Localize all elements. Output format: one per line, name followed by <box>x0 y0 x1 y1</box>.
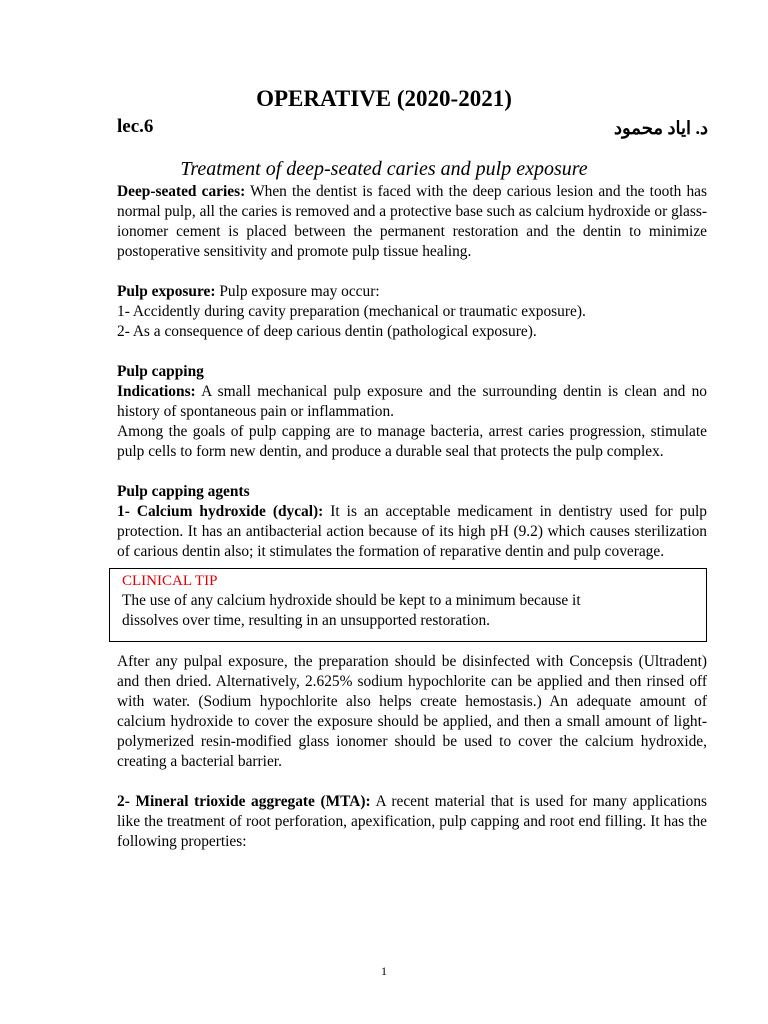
indications-paragraph <box>117 382 707 422</box>
document-body <box>117 182 707 852</box>
clinical-tip-line: The use of any calcium hydroxide should be kept to a minimum because it <box>122 592 581 609</box>
after-exposure-paragraph: After any pulpal exposure, the preparation should be disinfected with Concepsis (Ultradent) and then dried. Alternatively, 2.625% sodium hypochlorite can be applied and then rinsed off with water. (Sodium hypochlorite also helps create hemostasis.) An adequate amount of calcium hydroxide to cover the exposure should be applied, and then a small amount of light-polymerized resin-modified glass ionomer should be used to cover the calcium hydroxide, creating a bacterial barrier. <box>117 653 707 770</box>
deep-caries-text: When the dentist is faced with the deep carious lesion and the tooth has normal pulp, all the caries is removed and a protective base such as calcium hydroxide or glass-ionomer cement is placed between the permanent restoration and the dentin to minimize postoperative sensitivity and promote pulp tissue healing. <box>117 183 707 260</box>
author-name: د. اياد محمود <box>613 118 708 138</box>
indications-text: A small mechanical pulp exposure and the surrounding dentin is clean and no history of spontaneous pain or inflammation. <box>117 383 707 420</box>
clinical-tip-box <box>109 568 707 642</box>
goals-paragraph: Among the goals of pulp capping are to manage bacteria, arrest caries progression, stimulate pulp cells to form new dentin, and produce a durable seal that protects the pulp complex. <box>117 423 707 460</box>
agents-heading: Pulp capping agents <box>117 483 250 500</box>
clinical-tip-line: dissolves over time, resulting in an unsupported restoration. <box>122 612 491 629</box>
calcium-hydroxide-label: 1- Calcium hydroxide (dycal): <box>117 503 324 520</box>
clinical-tip-title: CLINICAL TIP <box>122 573 218 589</box>
document-subtitle: Treatment of deep-seated caries and pulp exposure <box>180 158 588 180</box>
deep-caries-label: Deep-seated caries: <box>117 183 246 200</box>
pulp-capping-heading: Pulp capping <box>117 363 204 380</box>
deep-caries-paragraph <box>117 182 707 262</box>
pulp-exposure-text: Pulp exposure may occur: <box>215 283 380 300</box>
calcium-hydroxide-text: It is an acceptable medicament in dentistry used for pulp protection. It has an antibacterial action because of its high pH (9.2) which causes sterilization of carious dentin also; it stimulates the formation of reparative dentin and pulp coverage. <box>117 503 707 560</box>
lecture-number: lec.6 <box>117 116 154 137</box>
document-title: OPERATIVE (2020-2021) <box>256 86 512 111</box>
pulp-exposure-label: Pulp exposure: <box>117 283 216 300</box>
indications-label: Indications: <box>117 383 196 400</box>
list-item: 1- Accidently during cavity preparation (mechanical or traumatic exposure). <box>117 303 586 320</box>
page-number: 1 <box>381 964 387 978</box>
calcium-hydroxide-paragraph <box>117 502 707 562</box>
mta-paragraph <box>117 792 707 852</box>
mta-label: 2- Mineral trioxide aggregate (MTA): <box>117 793 371 810</box>
mta-text: A recent material that is used for many applications like the treatment of root perforation, apexification, pulp capping and root end filling. It has the following properties: <box>117 793 708 850</box>
pulp-exposure-paragraph <box>117 282 707 302</box>
list-item: 2- As a consequence of deep carious dentin (pathological exposure). <box>117 323 537 340</box>
